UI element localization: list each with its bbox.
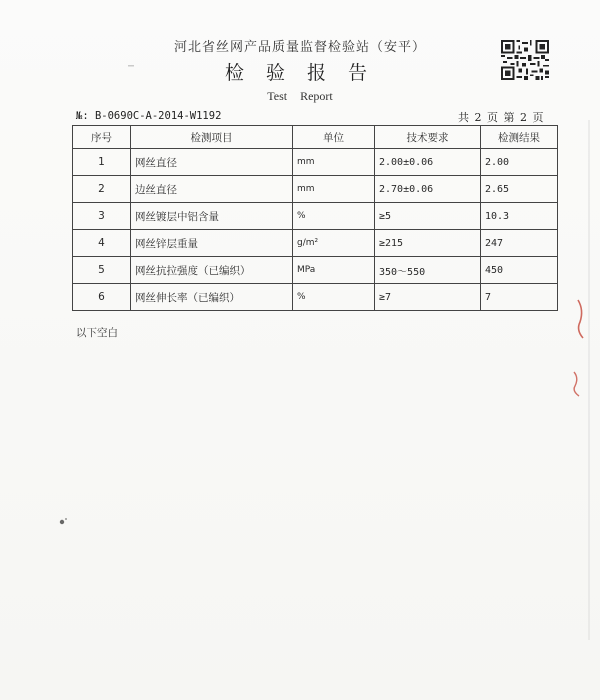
cell-unit: mm xyxy=(293,176,375,203)
cell-item: 网丝抗拉强度（已编织） xyxy=(131,257,293,284)
table-row xyxy=(73,203,558,230)
cell-result: 2.65 xyxy=(481,176,558,203)
table-row xyxy=(73,257,558,284)
cell-requirement: 2.00±0.06 xyxy=(375,149,481,176)
stamp-edge-mark xyxy=(578,300,583,338)
cell-no: 1 xyxy=(73,149,131,176)
cell-unit: g/m² xyxy=(293,230,375,257)
end-of-content-note: 以下空白 xyxy=(76,327,118,339)
report-subtitle: Test Report xyxy=(267,89,333,103)
column-header-result: 检测结果 xyxy=(481,126,558,149)
cell-requirement: 2.70±0.06 xyxy=(375,176,481,203)
cell-item: 网丝锌层重量 xyxy=(131,230,293,257)
cell-result: 247 xyxy=(481,230,558,257)
dust-speck xyxy=(60,520,64,524)
cell-unit: MPa xyxy=(293,257,375,284)
column-header-no: 序号 xyxy=(73,126,131,149)
cell-no: 2 xyxy=(73,176,131,203)
cell-requirement: ≥215 xyxy=(375,230,481,257)
cell-unit: mm xyxy=(293,149,375,176)
table-row xyxy=(73,230,558,257)
stamp-edge-mark xyxy=(574,372,579,396)
table-row xyxy=(73,149,558,176)
cell-no: 5 xyxy=(73,257,131,284)
column-header-unit: 单位 xyxy=(293,126,375,149)
report-title: 检 验 报 告 xyxy=(224,62,376,84)
table-header-row xyxy=(73,126,558,149)
column-header-item: 检测项目 xyxy=(131,126,293,149)
cell-result: 7 xyxy=(481,284,558,311)
column-header-requirement: 技术要求 xyxy=(375,126,481,149)
report-number: №: B-0690C-A-2014-W1192 xyxy=(76,110,222,122)
cell-requirement: ≥5 xyxy=(375,203,481,230)
table-row xyxy=(73,176,558,203)
cell-no: 6 xyxy=(73,284,131,311)
cell-result: 2.00 xyxy=(481,149,558,176)
dust-speck xyxy=(65,518,67,520)
cell-item: 网丝镀层中铝含量 xyxy=(131,203,293,230)
organization-name: 河北省丝网产品质量监督检验站（安平） xyxy=(173,40,426,55)
qr-code-icon xyxy=(500,40,550,80)
cell-unit: % xyxy=(293,203,375,230)
cell-result: 10.3 xyxy=(481,203,558,230)
cell-requirement: 350～550 xyxy=(375,257,481,284)
cell-item: 网丝直径 xyxy=(131,149,293,176)
cell-result: 450 xyxy=(481,257,558,284)
page-indicator: 共 2 页 第 2 页 xyxy=(458,111,545,124)
cell-no: 4 xyxy=(73,230,131,257)
cell-item: 边丝直径 xyxy=(131,176,293,203)
cell-unit: % xyxy=(293,284,375,311)
cell-no: 3 xyxy=(73,203,131,230)
table-row xyxy=(73,284,558,311)
cell-item: 网丝伸长率（已编织） xyxy=(131,284,293,311)
results-table xyxy=(72,125,558,311)
cell-requirement: ≥7 xyxy=(375,284,481,311)
